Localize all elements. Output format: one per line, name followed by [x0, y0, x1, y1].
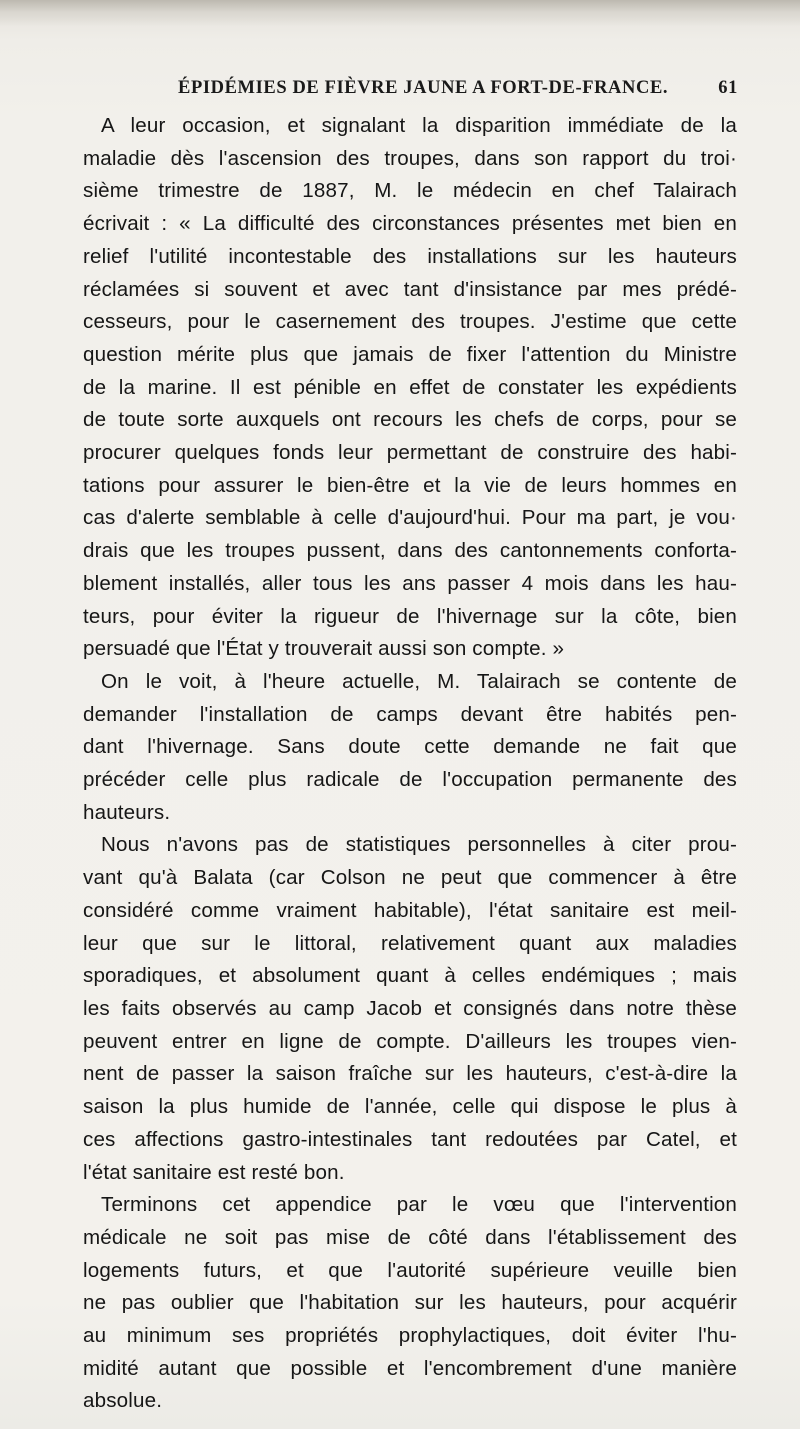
text-line: relief l'utilité incontestable des installations sur les hauteurs — [83, 244, 737, 268]
body-text — [83, 110, 737, 1418]
text-line: teurs, pour éviter la rigueur de l'hivernage sur la côte, bien — [83, 604, 737, 628]
paragraph-2 — [83, 666, 737, 830]
text-line: midité autant que possible et l'encombrement d'une manière — [83, 1356, 737, 1380]
paragraph-1 — [83, 110, 737, 666]
text-line: précéder celle plus radicale de l'occupation permanente des — [83, 768, 737, 792]
text-line: de la marine. Il est pénible en effet de constater les expédients — [83, 375, 737, 399]
text-line: Terminons cet appendice par le vœu que l'intervention — [101, 1193, 737, 1217]
text-line: demander l'installation de camps devant être habités pen- — [83, 702, 737, 726]
text-line: au minimum ses propriétés prophylactiques, doit éviter l'hu- — [83, 1324, 737, 1348]
text-line: nent de passer la saison fraîche sur les hauteurs, c'est-à-dire la — [83, 1062, 737, 1086]
text-line: considéré comme vraiment habitable), l'état sanitaire est meil- — [83, 898, 737, 922]
text-line: blement installés, aller tous les ans passer 4 mois dans les hau- — [83, 571, 737, 595]
text-line: leur que sur le littoral, relativement quant aux maladies — [83, 931, 737, 955]
text-line: hauteurs. — [83, 800, 171, 824]
text-line: logements futurs, et que l'autorité supérieure veuille bien — [83, 1258, 737, 1282]
text-line: saison la plus humide de l'année, celle qui dispose le plus à — [83, 1095, 737, 1119]
text-line: question mérite plus que jamais de fixer l'attention du Ministre — [83, 342, 737, 366]
text-line: l'état sanitaire est resté bon. — [83, 1160, 345, 1184]
text-line: écrivait : « La difficulté des circonstances présentes met bien en — [83, 212, 737, 236]
text-line: sporadiques, et absolument quant à celles endémiques ; mais — [83, 964, 737, 988]
text-line: procurer quelques fonds leur permettant de construire des habi- — [83, 441, 737, 465]
text-line: vant qu'à Balata (car Colson ne peut que commencer à être — [83, 866, 737, 890]
text-line: les faits observés au camp Jacob et consignés dans notre thèse — [83, 996, 737, 1020]
text-line: Nous n'avons pas de statistiques personnelles à citer prou- — [101, 833, 737, 857]
text-line: de toute sorte auxquels ont recours les chefs de corps, pour se — [83, 408, 737, 432]
text-line: médicale ne soit pas mise de côté dans l'établissement des — [83, 1225, 737, 1249]
text-line: On le voit, à l'heure actuelle, M. Talairach se contente de — [101, 669, 737, 693]
text-line: réclamées si souvent et avec tant d'insistance par mes prédé- — [83, 277, 737, 301]
text-line: persuadé que l'État y trouverait aussi son compte. » — [83, 637, 565, 661]
paragraph-4 — [83, 1189, 737, 1418]
text-line: dant l'hivernage. Sans doute cette demande ne fait que — [83, 735, 737, 759]
text-line: A leur occasion, et signalant la disparition immédiate de la — [101, 114, 737, 137]
scan-top-edge — [0, 0, 800, 26]
running-head — [178, 78, 738, 106]
paragraph-3 — [83, 829, 737, 1189]
text-line: cas d'alerte semblable à celle d'aujourd'hui. Pour ma part, je vou· — [83, 506, 737, 530]
text-line: tations pour assurer le bien-être et la vie de leurs hommes en — [83, 473, 737, 497]
text-line: maladie dès l'ascension des troupes, dans son rapport du troi· — [83, 146, 737, 170]
running-title: ÉPIDÉMIES DE FIÈVRE JAUNE A FORT-DE-FRANCE. — [178, 78, 669, 98]
text-line: ces affections gastro-intestinales tant redoutées par Catel, et — [83, 1127, 737, 1151]
page-number: 61 — [718, 78, 738, 98]
text-line: cesseurs, pour le casernement des troupes. J'estime que cette — [83, 310, 737, 334]
text-line: drais que les troupes pussent, dans des cantonnements conforta- — [83, 539, 737, 563]
text-line: peuvent entrer en ligne de compte. D'ailleurs les troupes vien- — [83, 1029, 737, 1053]
text-line: absolue. — [83, 1389, 163, 1413]
text-line: sième trimestre de 1887, M. le médecin en chef Talairach — [83, 179, 737, 203]
text-line: ne pas oublier que l'habitation sur les hauteurs, pour acquérir — [83, 1291, 737, 1315]
